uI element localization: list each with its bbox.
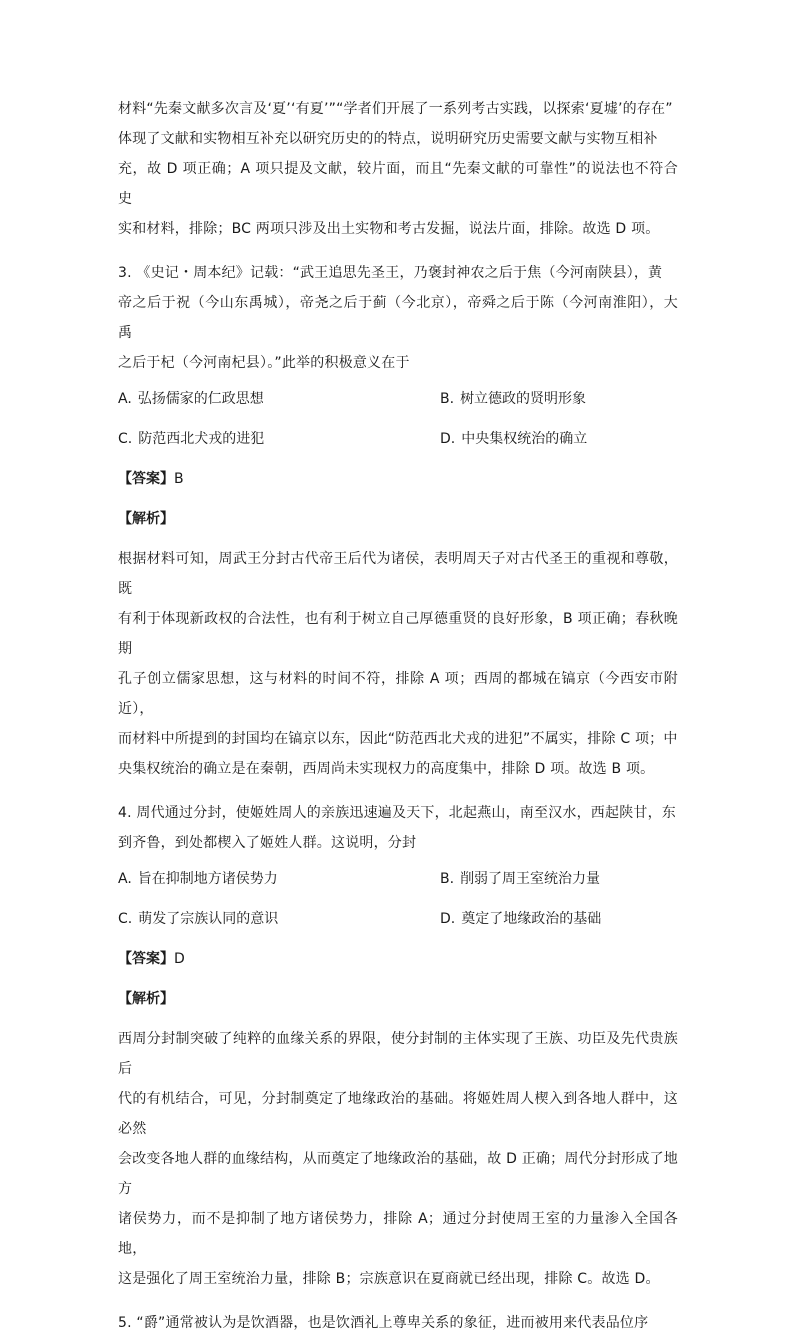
question-stem-line: 帝之后于祝（今山东禹城），帝尧之后于蓟（今北京），帝舜之后于陈（今河南淮阳），大禹	[118, 295, 678, 341]
option-a: A. 旨在抑制地方诸侯势力	[118, 871, 278, 887]
analysis-line: 根据材料可知，周武王分封古代帝王后代为诸侯，表明周天子对古代圣王的重视和尊敬，既	[118, 551, 678, 597]
q4-options	[118, 864, 678, 934]
option-b: B. 树立德政的贤明形象	[440, 391, 587, 407]
q3-options	[118, 384, 678, 454]
q2-explanation	[118, 94, 678, 244]
question-3	[118, 258, 678, 378]
question-stem-line: 之后于杞（今河南杞县）。”此举的积极意义在于	[118, 355, 410, 371]
option-a: A. 弘扬儒家的仁政思想	[118, 391, 264, 407]
analysis-line: 而材料中所提到的封国均在镐京以东，因此“防范西北犬戎的进犯”不属实，排除 C 项；中	[118, 731, 678, 747]
q4-analysis	[118, 1024, 678, 1294]
text-line: 充，故 D 项正确；A 项只提及文献，较片面，而且“先秦文献的可靠性”的说法也不符合史	[118, 161, 678, 207]
question-4	[118, 798, 678, 858]
analysis-line: 西周分封制突破了纯粹的血缘关系的界限，使分封制的主体实现了王族、功臣及先代贵族后	[118, 1031, 678, 1077]
analysis-line: 诸侯势力，而不是抑制了地方诸侯势力，排除 A；通过分封使周王室的力量渗入全国各地，	[118, 1211, 678, 1257]
analysis-line: 央集权统治的确立是在秦朝，西周尚未实现权力的高度集中，排除 D 项。故选 B 项。	[118, 761, 655, 777]
q3-analysis	[118, 544, 678, 784]
q4-answer: 【答案】D	[118, 951, 185, 967]
question-stem-line: 5. “爵”通常被认为是饮酒器，也是饮酒礼上尊卑关系的象征，进而被用来代表品位序	[118, 1315, 649, 1331]
analysis-line: 有利于体现新政权的合法性，也有利于树立自己厚德重贤的良好形象，B 项正确；春秋晚期	[118, 611, 678, 657]
analysis-line: 会改变各地人群的血缘结构，从而奠定了地缘政治的基础，故 D 正确；周代分封形成了地方	[118, 1151, 678, 1197]
q3-answer: 【答案】B	[118, 471, 184, 487]
option-d: D. 中央集权统治的确立	[440, 431, 588, 447]
analysis-line: 这是强化了周王室统治力量，排除 B；宗族意识在夏商就已经出现，排除 C。故选 D。	[118, 1271, 660, 1287]
analysis-line: 孔子创立儒家思想，这与材料的时间不符，排除 A 项；西周的都城在镐京（今西安市附近），	[118, 671, 678, 717]
question-stem-line: 4. 周代通过分封，使姬姓周人的亲族迅速遍及天下，北起燕山，南至汉水，西起陕甘，东	[118, 805, 677, 821]
option-d: D. 奠定了地缘政治的基础	[440, 911, 602, 927]
analysis-line: 代的有机结合，可见，分封制奠定了地缘政治的基础。将姬姓周人楔入到各地人群中，这必然	[118, 1091, 678, 1137]
q4-analysis-heading: 【解析】	[118, 991, 174, 1007]
text-line: 材料“先秦文献多次言及‘夏’‘有夏’”“学者们开展了一系列考古实践，以探索‘夏墟’的存在”	[118, 101, 673, 117]
question-5	[118, 1308, 678, 1338]
option-c: C. 防范西北犬戎的进犯	[118, 431, 265, 447]
text-line: 实和材料，排除；BC 两项只涉及出土实物和考古发掘，说法片面，排除。故选 D 项。	[118, 221, 660, 237]
document-page	[118, 94, 678, 1344]
question-stem-line: 到齐鲁，到处都楔入了姬姓人群。这说明，分封	[118, 835, 417, 851]
question-stem-line: 3. 《史记・周本纪》记载：“武王追思先圣王，乃褒封神农之后于焦（今河南陕县），黄	[118, 265, 663, 281]
option-b: B. 削弱了周王室统治力量	[440, 871, 601, 887]
q3-analysis-heading: 【解析】	[118, 511, 174, 527]
option-c: C. 萌发了宗族认同的意识	[118, 911, 279, 927]
text-line: 体现了文献和实物相互补充以研究历史的的特点，说明研究历史需要文献与实物互相补	[118, 131, 658, 147]
